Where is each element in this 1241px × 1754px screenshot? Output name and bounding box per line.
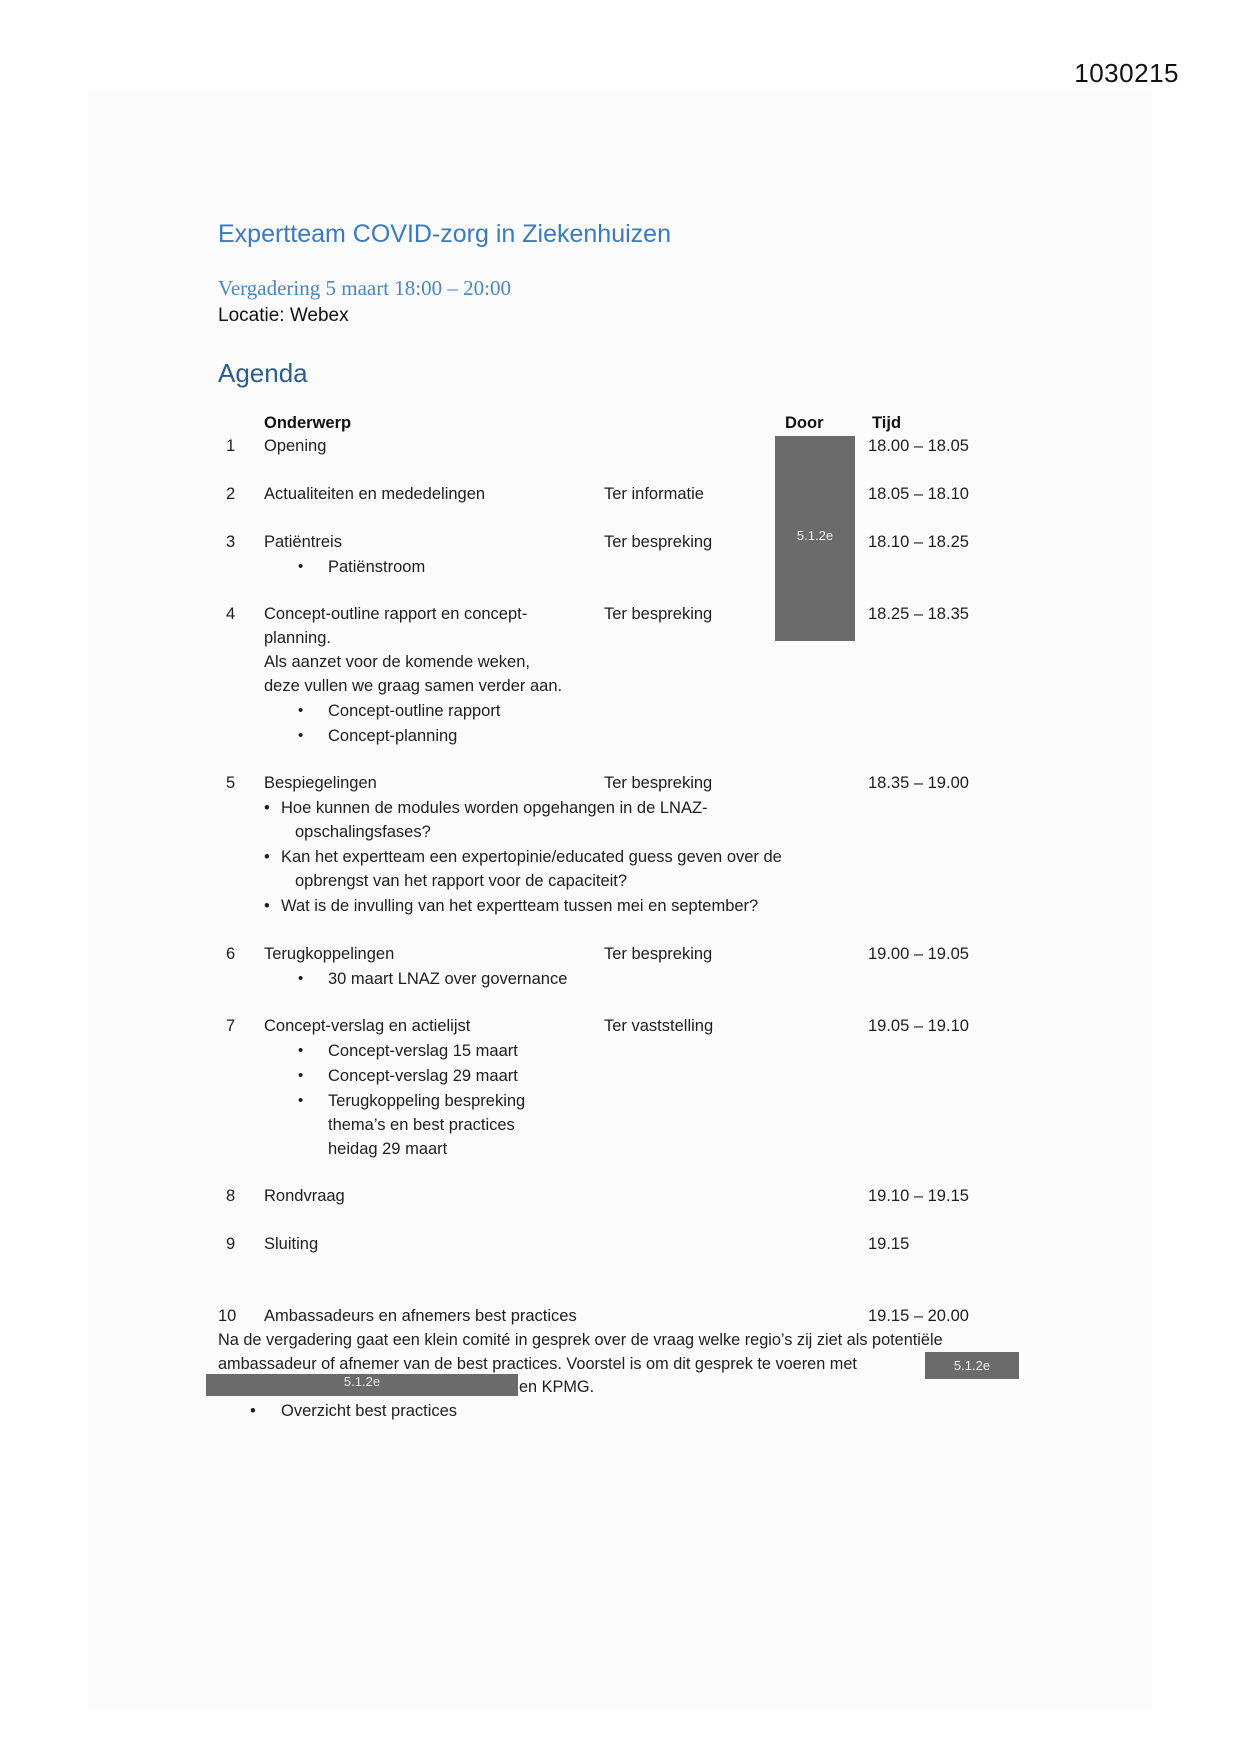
meeting-location: Locatie: Webex — [218, 305, 349, 326]
bullet-marker: • — [264, 848, 270, 866]
item-time: 19.00 – 19.05 — [868, 945, 969, 963]
item-topic-line: Concept-outline rapport en concept- — [264, 605, 528, 623]
item-status: Ter vaststelling — [604, 1017, 714, 1035]
item-time: 18.10 – 18.25 — [868, 533, 969, 551]
item-topic: Concept-verslag en actielijst — [264, 1017, 471, 1035]
bullet-item: • Terugkoppeling bespreking — [328, 1091, 525, 1111]
item-topic-line: deze vullen we graag samen verder aan. — [264, 677, 563, 695]
item-topic: Patiëntreis — [264, 533, 342, 551]
item-time: 19.10 – 19.15 — [868, 1187, 969, 1205]
bullet-line: opbrengst van het rapport voor de capaciteit? — [295, 872, 628, 890]
bullet-item: Overzicht best practices — [281, 1402, 458, 1420]
item-time: 19.15 – 20.00 — [868, 1307, 969, 1325]
bullet-line: heidag 29 maart — [328, 1140, 448, 1158]
item-number: 5 — [226, 774, 236, 792]
bullet-marker: • — [264, 897, 270, 915]
item-topic: Sluiting — [264, 1235, 319, 1253]
bullet-item: • Concept-outline rapport — [328, 701, 500, 721]
bullet-line: thema’s en best practices — [328, 1116, 515, 1134]
bullet-marker: • — [264, 799, 270, 817]
item-topic-line: planning. — [264, 629, 331, 647]
redaction-label: 5.1.2e — [796, 528, 834, 543]
bullet-item: • Patiënstroom — [328, 557, 425, 577]
item-number: 1 — [226, 437, 236, 455]
item-topic: Terugkoppelingen — [264, 945, 395, 963]
redaction-label: 5.1.2e — [953, 1358, 991, 1373]
item-topic: Ambassadeurs en afnemers best practices — [264, 1307, 577, 1325]
paragraph-line: Na de vergadering gaat een klein comité in gesprek over de vraag welke regio’s zij ziet als potentiële — [218, 1331, 943, 1349]
bullet-marker: • — [250, 1402, 256, 1420]
document-number: 1030215 — [1074, 58, 1179, 88]
item-status: Ter bespreking — [604, 605, 713, 623]
bullet-line: Kan het expertteam een expertopinie/educated guess geven over de — [281, 848, 782, 866]
bullet-item: • Concept-verslag 15 maart — [328, 1041, 518, 1061]
item-time: 18.25 – 18.35 — [868, 605, 969, 623]
meeting-subtitle: Vergadering 5 maart 18:00 – 20:00 — [218, 276, 511, 300]
item-status: Ter informatie — [604, 485, 704, 503]
bullet-item: • 30 maart LNAZ over governance — [328, 969, 567, 989]
item-topic: Actualiteiten en mededelingen — [264, 485, 486, 503]
item-time: 19.15 — [868, 1235, 910, 1253]
agenda-heading: Agenda — [218, 358, 308, 388]
item-number: 9 — [226, 1235, 236, 1253]
bullet-item: • Concept-planning — [328, 726, 457, 746]
item-time: 19.05 – 19.10 — [868, 1017, 969, 1035]
item-topic: Opening — [264, 437, 327, 455]
document-title: Expertteam COVID-zorg in Ziekenhuizen — [218, 220, 671, 248]
item-time: 18.05 – 18.10 — [868, 485, 969, 503]
header-time: Tijd — [872, 414, 902, 432]
redaction-block-inline — [925, 1352, 1019, 1379]
item-status: Ter bespreking — [604, 945, 713, 963]
paragraph-line: en KPMG. — [519, 1378, 595, 1396]
item-number: 10 — [218, 1307, 237, 1325]
item-time: 18.35 – 19.00 — [868, 774, 969, 792]
redaction-block-door — [775, 436, 855, 641]
header-topic: Onderwerp — [264, 414, 352, 432]
item-number: 8 — [226, 1187, 236, 1205]
redaction-block-inline — [206, 1374, 518, 1396]
item-time: 18.00 – 18.05 — [868, 437, 969, 455]
item-number: 2 — [226, 485, 236, 503]
item-number: 6 — [226, 945, 236, 963]
item-number: 4 — [226, 605, 236, 623]
item-status: Ter bespreking — [604, 774, 713, 792]
header-by: Door — [785, 414, 824, 432]
item-topic-line: Als aanzet voor de komende weken, — [264, 653, 530, 671]
item-topic: Bespiegelingen — [264, 774, 377, 792]
paragraph-line: ambassadeur of afnemer van de best practices. Voorstel is om dit gesprek te voeren met — [218, 1355, 857, 1373]
item-status: Ter bespreking — [604, 533, 713, 551]
bullet-item: • Concept-verslag 29 maart — [328, 1066, 518, 1086]
bullet-line: opschalingsfases? — [295, 823, 431, 841]
item-topic: Rondvraag — [264, 1187, 345, 1205]
item-number: 3 — [226, 533, 236, 551]
bullet-line: Wat is de invulling van het expertteam tussen mei en september? — [281, 897, 759, 915]
item-number: 7 — [226, 1017, 236, 1035]
redaction-label: 5.1.2e — [343, 1374, 381, 1389]
bullet-line: Hoe kunnen de modules worden opgehangen in de LNAZ- — [281, 799, 708, 817]
